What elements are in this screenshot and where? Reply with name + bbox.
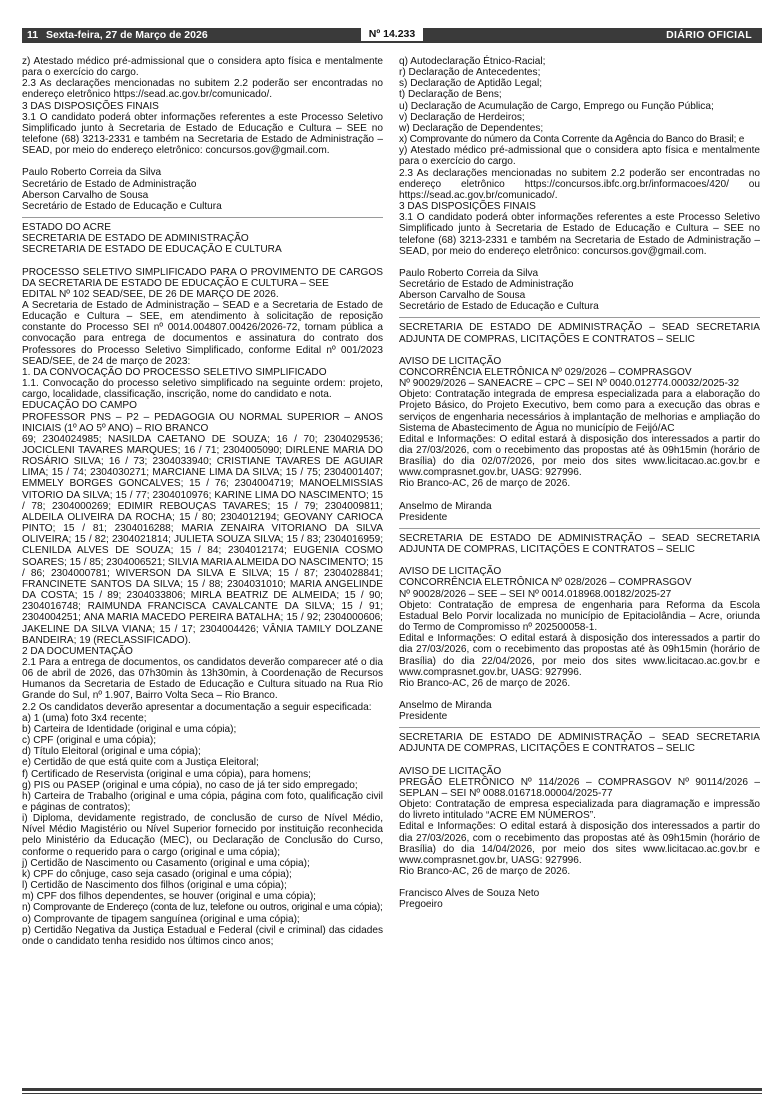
signatory-name: Aberson Carvalho de Sousa — [399, 290, 526, 302]
section-heading: 3 DAS DISPOSIÇÕES FINAIS — [399, 201, 536, 213]
list-item: y) Atestado médico pré-admissional que o considera apto física e mentalmente para o exercício do cargo. — [399, 145, 760, 168]
paragraph: A Secretaria de Estado de Administração – SEAD e a Secretaria de Estado de Educação e Cultura – SEE, em atendimento à solicitação de reposição constante do Processo SEI nº 0014.004807.00426/2026-72, tornam pública a convocação para entrega de documentos e assinatura do contrato dos Professores do Processo Seletivo Simplificado, conforme Edital nº 001/2023 SEAD/SEE, de 24 de março de 2023: — [22, 299, 383, 367]
notice-heading: SECRETARIA DE ESTADO DE ADMINISTRAÇÃO – SEAD SECRETARIA ADJUNTA DE COMPRAS, LICITAÇÕES E CONTRATOS – SELIC — [399, 732, 760, 755]
list-item: w) Declaração de Dependentes; — [399, 122, 544, 134]
signatory-title: Presidente — [399, 711, 448, 723]
page-header — [22, 28, 762, 43]
signatory-name: Aberson Carvalho de Sousa — [22, 189, 149, 201]
notice-date: Rio Branco-AC, 26 de março de 2026. — [399, 677, 571, 689]
list-item: j) Certidão de Nascimento ou Casamento (original e uma cópia); — [22, 857, 310, 869]
list-item: t) Declaração de Bens; — [399, 89, 502, 101]
paragraph: 2.3 As declarações mencionadas no subitem 2.2 poderão ser encontradas no endereço eletrônico https://sead.ac.gov.br/comunicado/. — [22, 78, 383, 101]
list-item: k) CPF do cônjuge, caso seja casado (original e uma cópia); — [22, 868, 292, 880]
signatory-title: Secretário de Estado de Educação e Cultura — [22, 200, 222, 212]
divider — [399, 727, 760, 728]
notice-info: Edital e Informações: O edital estará à disposição dos interessados a partir do dia 27/03/2026, com o recebimento das propostas até às 09h15min (horário de Brasília) do dia 14/04/2026, por meio dos sites www.licitacao.ac.gov.br e www.comprasnet.gov.br, UASG: 927996. — [399, 821, 760, 866]
list-item: p) Certidão Negativa da Justiça Estadual e Federal (civil e criminal) das cidades onde o candidato tenha residido nos últimos cinco anos; — [22, 924, 383, 947]
divider — [22, 217, 383, 218]
paragraph: 2.2 Os candidatos deverão apresentar a documentação a seguir especificada: — [22, 701, 372, 713]
notice-info: Edital e Informações: O edital estará à disposição dos interessados a partir do dia 27/03/2026, com o recebimento das propostas até às 09h15min (horário de Brasília) do dia 22/04/2026, por meio dos sites www.licitacao.ac.gov.br e www.comprasnet.gov.br, UASG: 927996. — [399, 633, 760, 678]
notice-date: Rio Branco-AC, 26 de março de 2026. — [399, 478, 571, 490]
list-item: i) Diploma, devidamente registrado, de conclusão de curso de Nível Médio, Nível Médio Magistério ou Nível Superior fornecido por instituição reconhecida pelo Ministério da Educação (MEC), ou Declaração de Conclusão do Curso, conforme o requerido para o cargo (original e uma cópia); — [22, 813, 383, 858]
notice-reference: Nº 90028/2026 – SEE – SEI Nº 0014.018968.00182/2025-27 — [399, 588, 672, 600]
edital-number: EDITAL Nº 102 SEAD/SEE, DE 26 DE MARÇO DE 2026. — [22, 288, 279, 300]
list-item: e) Certidão de que está quite com a Justiça Eleitoral; — [22, 757, 259, 769]
list-item: f) Certificado de Reservista (original e uma cópia), para homens; — [22, 768, 311, 780]
list-item: g) PIS ou PASEP (original e uma cópia), no caso de já ter sido empregado; — [22, 779, 358, 791]
notice-date: Rio Branco-AC, 26 de março de 2026. — [399, 866, 571, 877]
notice-title: AVISO DE LICITAÇÃO — [399, 355, 502, 367]
notice-object: Objeto: Contratação de empresa de engenharia para Reforma da Escola Estadual Belo Porvir localizada no município de Epitaciolândia – Acre, oriunda do Termo de Compromisso nº 202500058-1. — [399, 599, 760, 634]
notice-reference: Nº 90029/2026 – SANEACRE – CPC – SEI Nº 0040.012774.00032/2025-32 — [399, 378, 740, 390]
list-item: o) Comprovante de tipagem sanguínea (original e uma cópia); — [22, 913, 300, 925]
signatory-title: Presidente — [399, 511, 448, 523]
document-title: PROCESSO SELETIVO SIMPLIFICADO PARA O PROVIMENTO DE CARGOS DA SECRETARIA DE ESTADO DE EDUCAÇÃO E CULTURA – SEE — [22, 266, 383, 289]
section-heading: 1. DA CONVOCAÇÃO DO PROCESSO SELETIVO SIMPLIFICADO — [22, 366, 327, 378]
list-item: b) Carteira de Identidade (original e uma cópia); — [22, 723, 237, 735]
list-item: d) Título Eleitoral (original e uma cópia); — [22, 746, 201, 758]
divider — [399, 528, 760, 529]
list-item: m) CPF dos filhos dependentes, se houver (original e uma cópia); — [22, 891, 316, 903]
signatory-name: Paulo Roberto Correia da Silva — [399, 267, 539, 279]
signatory-name: Anselmo de Miranda — [399, 500, 492, 512]
footer-rule — [22, 1088, 762, 1091]
list-item: x) Comprovante do número da Conta Corrente da Agência do Banco do Brasil; e — [399, 134, 745, 146]
org-heading: SECRETARIA DE ESTADO DE EDUCAÇÃO E CULTURA — [22, 244, 282, 256]
edition-number: Nº 14.233 — [361, 27, 423, 41]
divider — [399, 317, 760, 318]
list-item: v) Declaração de Herdeiros; — [399, 111, 525, 123]
list-item: h) Carteira de Trabalho (original e uma cópia, página com foto, qualificação civil e páginas de contratos); — [22, 790, 383, 813]
footer-rule-thin — [22, 1093, 762, 1094]
org-heading: ESTADO DO ACRE — [22, 222, 111, 234]
notice-title: AVISO DE LICITAÇÃO — [399, 566, 502, 578]
list-item: s) Declaração de Aptidão Legal; — [399, 78, 543, 90]
page-number: 11 — [27, 29, 39, 41]
signatory-title: Secretário de Estado de Administração — [399, 278, 574, 290]
notice-object: Objeto: Contratação integrada de empresa especializada para a elaboração do Projeto Básico, do Projeto Executivo, bem como para a execução das obras e serviços de engenharia necessários à implantação de melhorias e ampliação do Sistema de Abastecimento de Água no município de Feijó/AC — [399, 389, 760, 434]
list-item: c) CPF (original e uma cópia); — [22, 735, 157, 747]
paragraph: z) Atestado médico pré-admissional que o considera apto física e mentalmente para o exercício do cargo. — [22, 56, 383, 79]
section-heading: 3 DAS DISPOSIÇÕES FINAIS — [22, 100, 159, 112]
notice-subtitle: CONCORRÊNCIA ELETRÔNICA Nº 028/2026 – COMPRASGOV — [399, 577, 692, 589]
section-heading: 2 DA DOCUMENTAÇÃO — [22, 645, 133, 657]
list-item: a) 1 (uma) foto 3x4 recente; — [22, 712, 147, 724]
paragraph: 1.1. Convocação do processo seletivo simplificado na seguinte ordem: projeto, cargo, localidade, classificação, inscrição, nome do candidato e nota. — [22, 378, 383, 401]
notice-subtitle: CONCORRÊNCIA ELETRÔNICA Nº 029/2026 – COMPRASGOV — [399, 366, 692, 378]
list-item: u) Declaração de Acumulação de Cargo, Emprego ou Função Pública; — [399, 100, 714, 112]
subsection-heading: PROFESSOR PNS – P2 – PEDAGOGIA OU NORMAL SUPERIOR – ANOS INICIAIS (1º AO 5º ANO) – RIO BRANCO — [22, 411, 383, 434]
signatory-title: Secretário de Estado de Administração — [22, 178, 197, 190]
notice-title: AVISO DE LICITAÇÃO — [399, 765, 502, 777]
list-item: n) Comprovante de Endereço (conta de luz, telefone ou outros, original e uma cópia); — [22, 902, 383, 914]
notice-subtitle: PREGÃO ELETRÔNICO Nº 114/2026 – COMPRASGOV Nº 90114/2026 – SEPLAN – SEI Nº 0088.016718.00004/2025-77 — [399, 776, 760, 799]
left-column — [22, 56, 383, 947]
signatory-title: Pregoeiro — [399, 899, 443, 911]
signatory-title: Secretário de Estado de Educação e Cultura — [399, 301, 599, 313]
right-column — [399, 56, 760, 910]
notice-heading: SECRETARIA DE ESTADO DE ADMINISTRAÇÃO – SEAD SECRETARIA ADJUNTA DE COMPRAS, LICITAÇÕES E CONTRATOS – SELIC — [399, 322, 760, 345]
paragraph: 3.1 O candidato poderá obter informações referentes a este Processo Seletivo Simplificado junto à Secretaria de Estado de Educação e Cultura – SEE no telefone (68) 3213-2331 e também na Secretaria de Estado de Administração – SEAD, por meio do endereço eletrônico: concursos.gov@gmail.com. — [22, 111, 383, 157]
paragraph: 2.1 Para a entrega de documentos, os candidatos deverão comparecer até o dia 06 de abril de 2026, das 07h30min às 13h30min, à Coordenação de Recursos Humanos da Secretaria de Estado de Educação e Cultura situado na Rua Rio Grande do Sul, nº 1.907, Bairro Volta Seca – Rio Branco. — [22, 656, 383, 702]
candidate-list: 69; 2304024985; NASILDA CAETANO DE SOUZA; 16 / 70; 2304029536; JOCICLENI TAVARES MARQUES; 16 / 71; 2304005090; DIRLENE MARIA DO ROSÁRIO SILVA; 16 / 73; 2304033940; CRISTIANE TAVARES DE AGUIAR LIMA; 15 / 74; 2304030271; MARCIANE LIMA DA SILVA; 15 / 75; 2304001407; EMMELY BORGES GONCALVES; 15 / 76; 2304004719; MANOELMISSIAS VITORIO DA SILVA; 15 / 77; 2304010976; KARINE LIMA DO NASCIMENTO; 15 / 78; 2304000269; EDIMIR REBOUÇAS TAVARES; 15 / 79; 2304009811; ALDEILA OLIVEIRA DA ROCHA; 15 / 80; 2304012194; GEOVANY CARIOCA PINTO; 15 / 81; 2304016288; MARIA ZENAIRA VITORIANO DA SILVA OLIVEIRA; 15 / 82; 2304021814; JULIETA SOUZA SILVA; 15 / 83; 2304016959; CLENILDA ALVES DE SOUZA; 15 / 84; 2304012174; EUGENIA COSMO SOARES; 15 / 85; 2304006521; SILVIA MARIA ALMEIDA DO NASCIMENTO; 15 / 86; 2304000781; WIVERSON DA SILVA E SILVA; 15 / 87; 2304028841; FRANCINETE SANTOS DA SILVA; 15 / 88; 2304031010; MARIA ANGELINDE DA COSTA; 15 / 89; 2304033806; MIRLA BEATRIZ DE ALMEIDA; 15 / 90; 2304016748; RAIMUNDA FRANCISCA CAVALCANTE DA SILVA; 15 / 91; 2304004251; ANA MARIA MACEDO PEREIRA BATALHA; 15 / 92; 2304000606; JAKELINE DA SILVA VIANA; 15 / 17; 2304004426; VÂNIA TAMILY DOLZANE BANDEIRA; 19 (RECLASSIFICADO). — [22, 433, 383, 646]
publication-date: Sexta-feira, 27 de Março de 2026 — [46, 29, 208, 41]
list-item: l) Certidão de Nascimento dos filhos (original e uma cópia); — [22, 880, 287, 892]
list-item: q) Autodeclaração Étnico-Racial; — [399, 56, 546, 67]
journal-title: DIÁRIO OFICIAL — [666, 29, 752, 41]
paragraph: 3.1 O candidato poderá obter informações referentes a este Processo Seletivo Simplificado junto à Secretaria de Estado de Educação e Cultura – SEE no telefone (68) 3213-2331 e também na Secretaria de Estado de Administração – SEAD, por meio do endereço eletrônico: concursos.gov@gmail.com. — [399, 212, 760, 257]
signatory-name: Anselmo de Miranda — [399, 699, 492, 711]
list-item: r) Declaração de Antecedentes; — [399, 67, 541, 79]
notice-info: Edital e Informações: O edital estará à disposição dos interessados a partir do dia 27/03/2026, com o recebimento das propostas até às 09h15min (horário de Brasília) do dia 02/07/2026, por meio dos sites www.licitacao.ac.gov.br e www.comprasnet.gov.br, UASG: 927996. — [399, 433, 760, 479]
notice-object: Objeto: Contratação de empresa especializada para diagramação e impressão do livreto intitulado “ACRE EM NÚMEROS”. — [399, 799, 760, 822]
paragraph: 2.3 As declarações mencionadas no subitem 2.2 poderão ser encontradas no endereço eletrônico https://concursos.ibfc.org.br/informacoes/420/ ou https://sead.ac.gov.br/comunicado/. — [399, 167, 760, 201]
notice-heading: SECRETARIA DE ESTADO DE ADMINISTRAÇÃO – SEAD SECRETARIA ADJUNTA DE COMPRAS, LICITAÇÕES E CONTRATOS – SELIC — [399, 532, 760, 556]
signatory-name: Paulo Roberto Correia da Silva — [22, 167, 162, 179]
org-heading: SECRETARIA DE ESTADO DE ADMINISTRAÇÃO — [22, 233, 249, 245]
signatory-name: Francisco Alves de Souza Neto — [399, 888, 540, 900]
subsection-heading: EDUCAÇÃO DO CAMPO — [22, 400, 137, 412]
